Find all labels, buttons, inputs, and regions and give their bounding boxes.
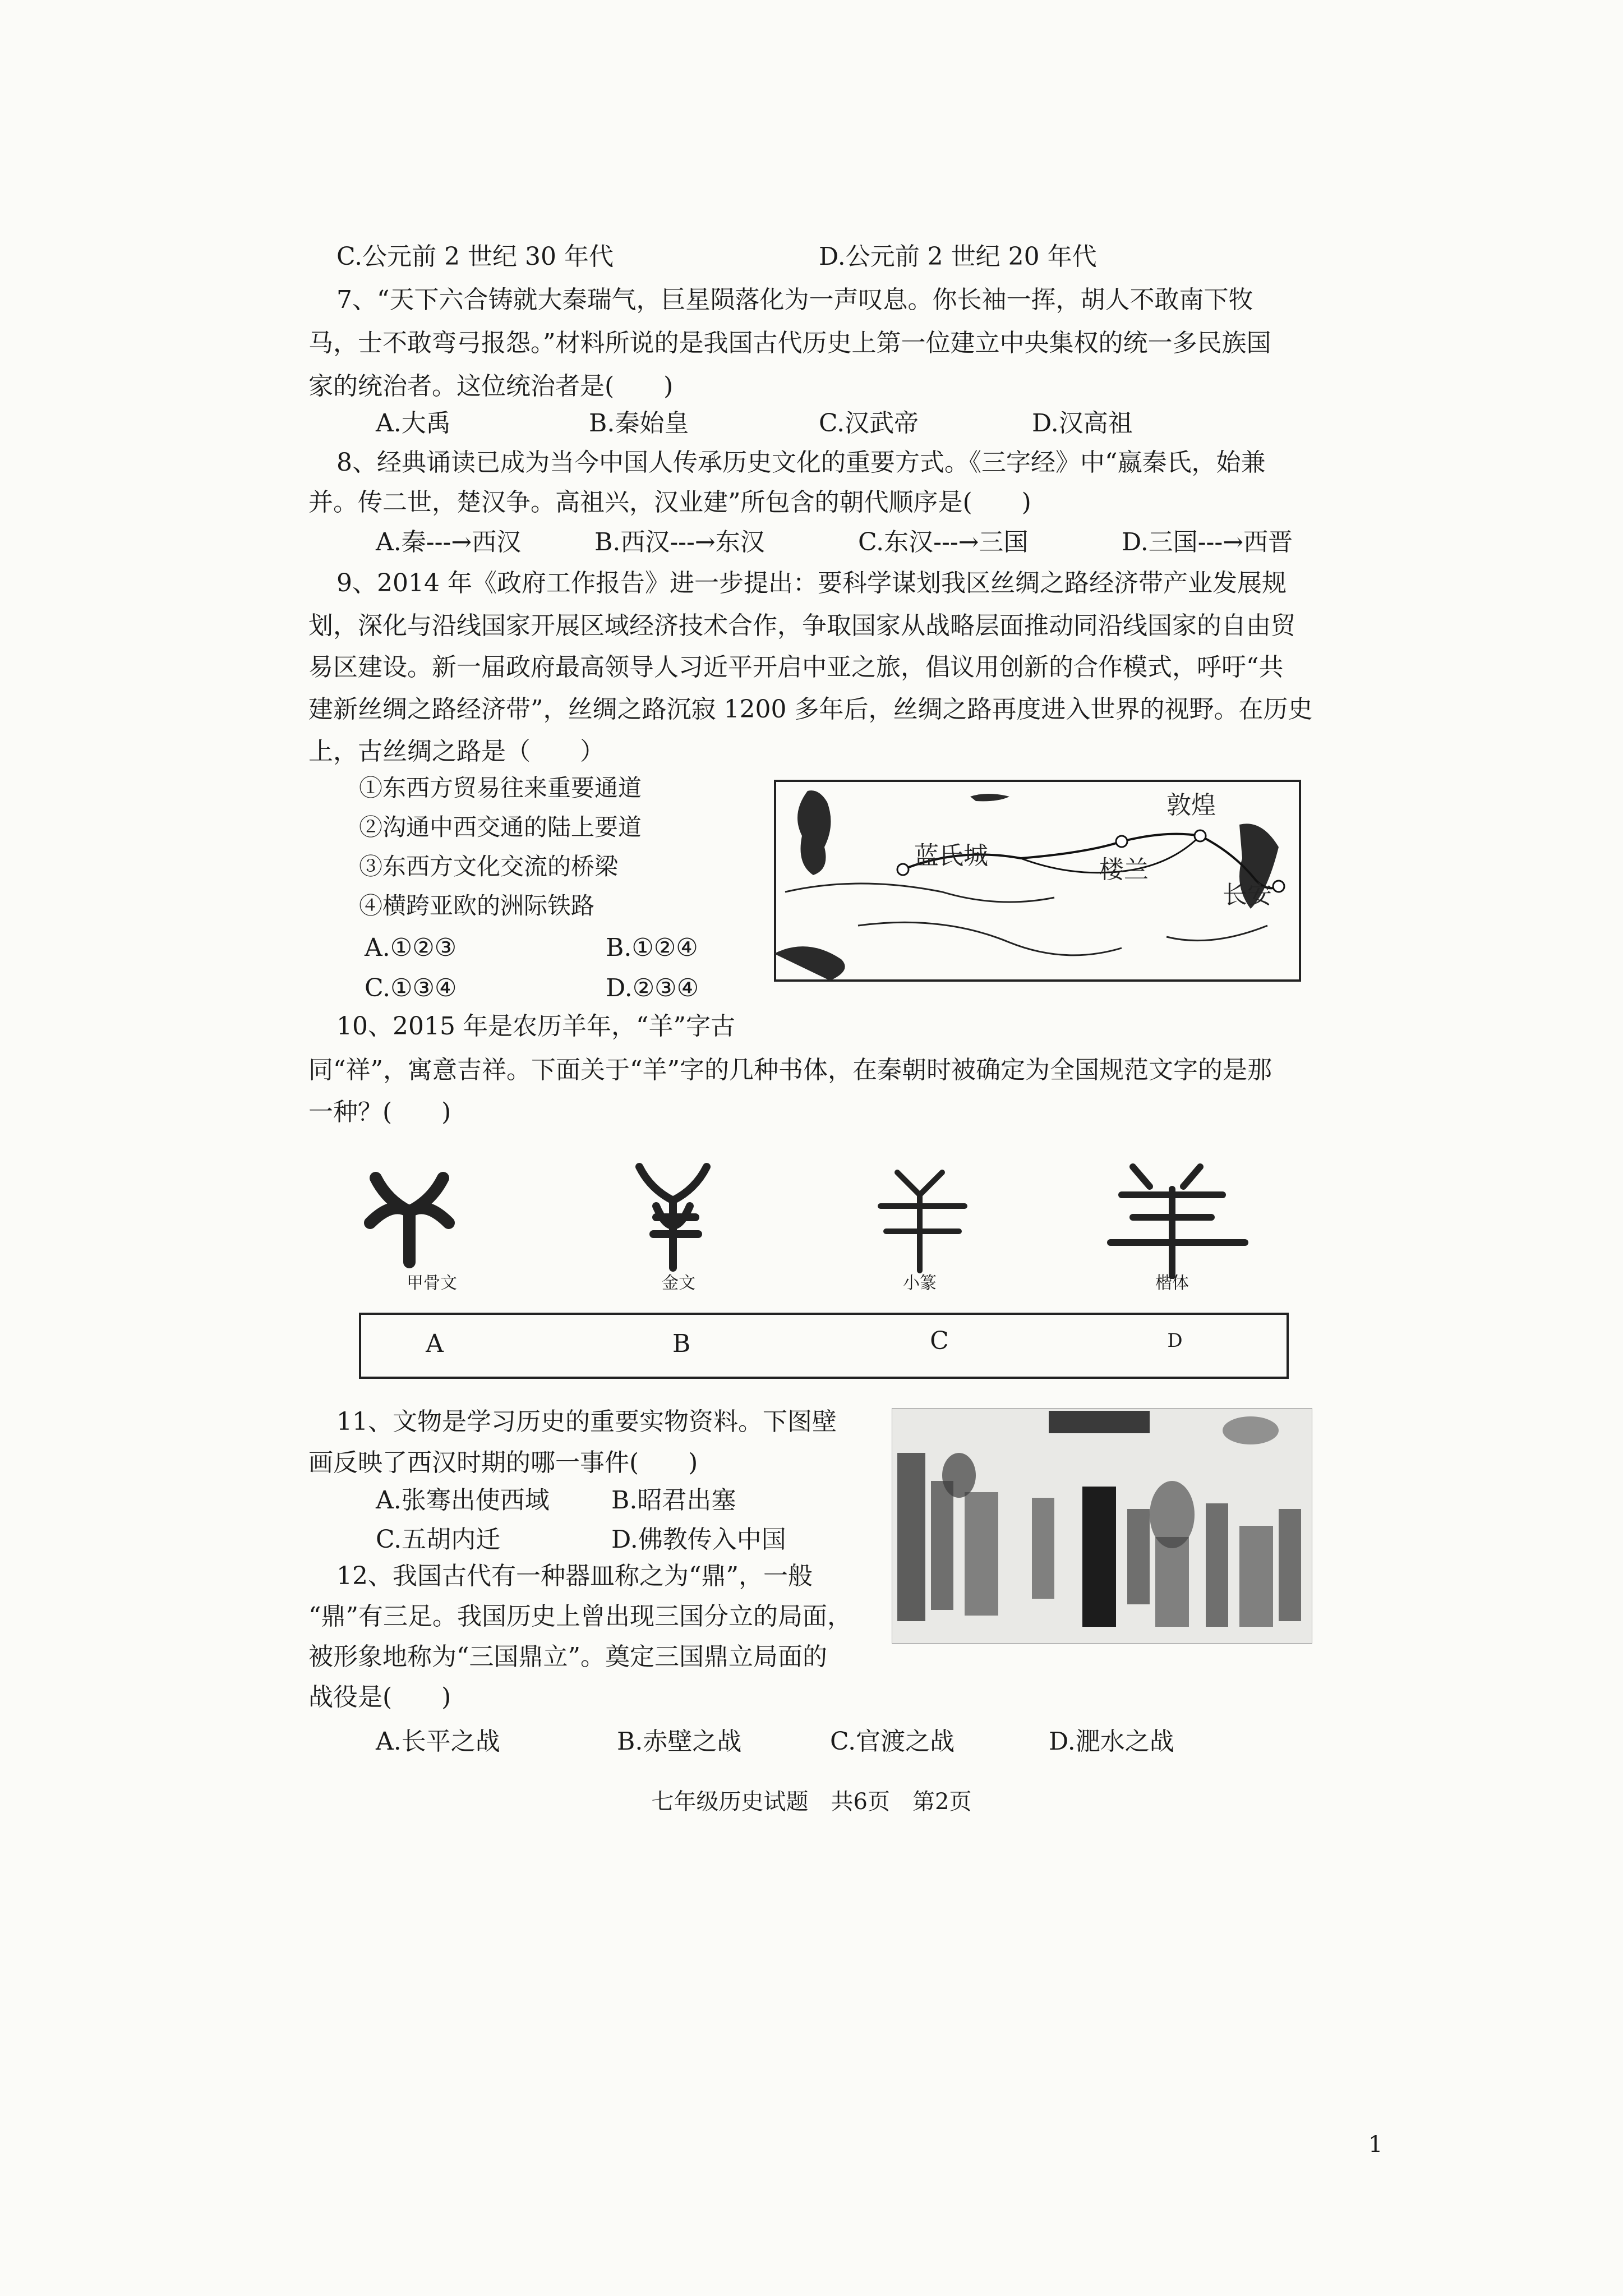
q11-option-d: D.佛教传入中国	[611, 1525, 786, 1554]
q12-option-d: D.淝水之战	[1049, 1727, 1174, 1756]
map-city-marker	[897, 864, 909, 875]
q9-stem-line: 上，古丝绸之路是（ ）	[308, 737, 605, 766]
q6-option-d: D.公元前 2 世纪 20 年代	[819, 242, 1097, 271]
q7-stem-line: 马，士不敢弯弓报怨。”材料所说的是我国古代历史上第一位建立中央集权的统一多民族国	[308, 329, 1271, 357]
map-sea	[797, 790, 831, 875]
q9-option-a: A.①②③	[365, 933, 457, 962]
caption-oracle-bone: 甲骨文	[407, 1273, 457, 1293]
q8-option-d: D.三国---→西晋	[1122, 528, 1293, 556]
q7-stem-line: 家的统治者。这位统治者是( )	[308, 372, 674, 401]
q6-option-c: C.公元前 2 世纪 30 年代	[336, 242, 614, 271]
answer-letter-row	[359, 1313, 1289, 1379]
q9-item-3: ③东西方文化交流的桥梁	[359, 853, 619, 880]
q12-stem-line: 战役是( )	[308, 1683, 451, 1711]
page-number: 1	[1368, 2132, 1383, 2157]
q8-stem-line: 8、经典诵读已成为当今中国人传承历史文化的重要方式。《三字经》中“嬴秦氏，始兼	[336, 448, 1266, 477]
caption-regular-script: 楷体	[1155, 1273, 1189, 1293]
small-seal-glyph	[880, 1172, 965, 1271]
q10-stem-line: 一种？( )	[308, 1098, 451, 1126]
map-lake	[970, 794, 1009, 801]
q9-option-d: D.②③④	[606, 974, 699, 1002]
q8-stem-line: 并。传二世，楚汉争。高祖兴，汉业建”所包含的朝代顺序是( )	[308, 488, 1031, 517]
q7-option-b: B.秦始皇	[589, 409, 689, 438]
map-city-marker	[1116, 836, 1127, 847]
q9-stem-line: 建新丝绸之路经济带”，丝绸之路沉寂 1200 多年后，丝绸之路再度进入世界的视野。在历史	[308, 695, 1313, 724]
map-river	[1166, 926, 1267, 941]
q9-option-c: C.①③④	[365, 974, 457, 1002]
q9-option-b: B.①②④	[606, 933, 698, 962]
q11-stem-line: 画反映了西汉时期的哪一事件( )	[308, 1448, 698, 1477]
oracle-bone-glyph	[370, 1178, 449, 1262]
q9-stem-line: 划，深化与沿线国家开展区域经济技术合作，争取国家从战略层面推动同沿线国家的自由贸	[308, 611, 1295, 640]
bronze-glyph	[639, 1167, 707, 1268]
q8-option-a: A.秦---→西汉	[376, 528, 522, 556]
map-label-changan: 长安	[1223, 881, 1272, 909]
q7-option-a: A.大禹	[376, 409, 451, 438]
q11-option-c: C.五胡内迁	[376, 1525, 501, 1554]
map-coast	[774, 946, 845, 981]
page-footer: 七年级历史试题 共6页 第2页	[651, 1789, 972, 1815]
letter-c: C	[930, 1327, 949, 1355]
map-city-marker	[1273, 881, 1284, 892]
q11-option-b: B.昭君出塞	[611, 1486, 736, 1515]
q7-option-c: C.汉武帝	[819, 409, 919, 438]
q11-option-a: A.张骞出使西域	[376, 1486, 550, 1515]
letter-d: D	[1167, 1329, 1183, 1352]
q9-stem-line: 9、2014 年《政府工作报告》进一步提出：要科学谋划我区丝绸之路经济带产业发展规	[336, 569, 1287, 597]
q9-item-1: ①东西方贸易往来重要通道	[359, 774, 642, 802]
map-city-marker	[1195, 830, 1206, 841]
caption-bronze: 金文	[662, 1273, 695, 1293]
mural-image	[892, 1408, 1312, 1644]
map-river	[785, 884, 1054, 902]
caption-small-seal: 小篆	[903, 1273, 937, 1293]
map-label-lanshi: 蓝氏城	[914, 841, 988, 870]
map-river	[858, 922, 1122, 955]
q12-option-a: A.长平之战	[376, 1727, 500, 1756]
yang-glyph-panel	[325, 1156, 1295, 1279]
q10-stem-line: 10、2015 年是农历羊年，“羊”字古	[336, 1012, 735, 1041]
q7-stem-line: 7、“天下六合铸就大秦瑞气，巨星陨落化为一声叹息。你长袖一挥，胡人不敢南下牧	[336, 286, 1253, 314]
q10-stem-line: 同“祥”，寓意吉祥。下面关于“羊”字的几种书体，在秦朝时被确定为全国规范文字的是那	[308, 1056, 1272, 1084]
q9-stem-line: 易区建设。新一届政府最高领导人习近平开启中亚之旅，倡议用创新的合作模式，呼吁“共	[308, 653, 1284, 682]
q12-option-b: B.赤壁之战	[617, 1727, 742, 1756]
q11-stem-line: 11、文物是学习历史的重要实物资料。下图壁	[336, 1407, 837, 1436]
q7-option-d: D.汉高祖	[1032, 409, 1133, 438]
regular-script-glyph	[1110, 1167, 1245, 1276]
q9-item-2: ②沟通中西交通的陆上要道	[359, 813, 642, 841]
silk-road-map	[774, 780, 1301, 982]
q12-stem-line: 12、我国古代有一种器皿称之为“鼎”，一般	[336, 1562, 813, 1590]
letter-b: B	[672, 1329, 691, 1358]
q9-item-4: ④横跨亚欧的洲际铁路	[359, 892, 595, 919]
q12-stem-line: 被形象地称为“三国鼎立”。奠定三国鼎立局面的	[308, 1642, 827, 1671]
q8-option-c: C.东汉---→三国	[858, 528, 1029, 556]
map-label-loulan: 楼兰	[1099, 855, 1149, 884]
q12-option-c: C.官渡之战	[830, 1727, 955, 1756]
letter-a: A	[426, 1329, 444, 1358]
map-label-dunhuang: 敦煌	[1166, 791, 1216, 820]
q8-option-b: B.西汉---→东汉	[594, 528, 765, 556]
q12-stem-line: “鼎”有三足。我国历史上曾出现三国分立的局面，	[308, 1602, 852, 1631]
